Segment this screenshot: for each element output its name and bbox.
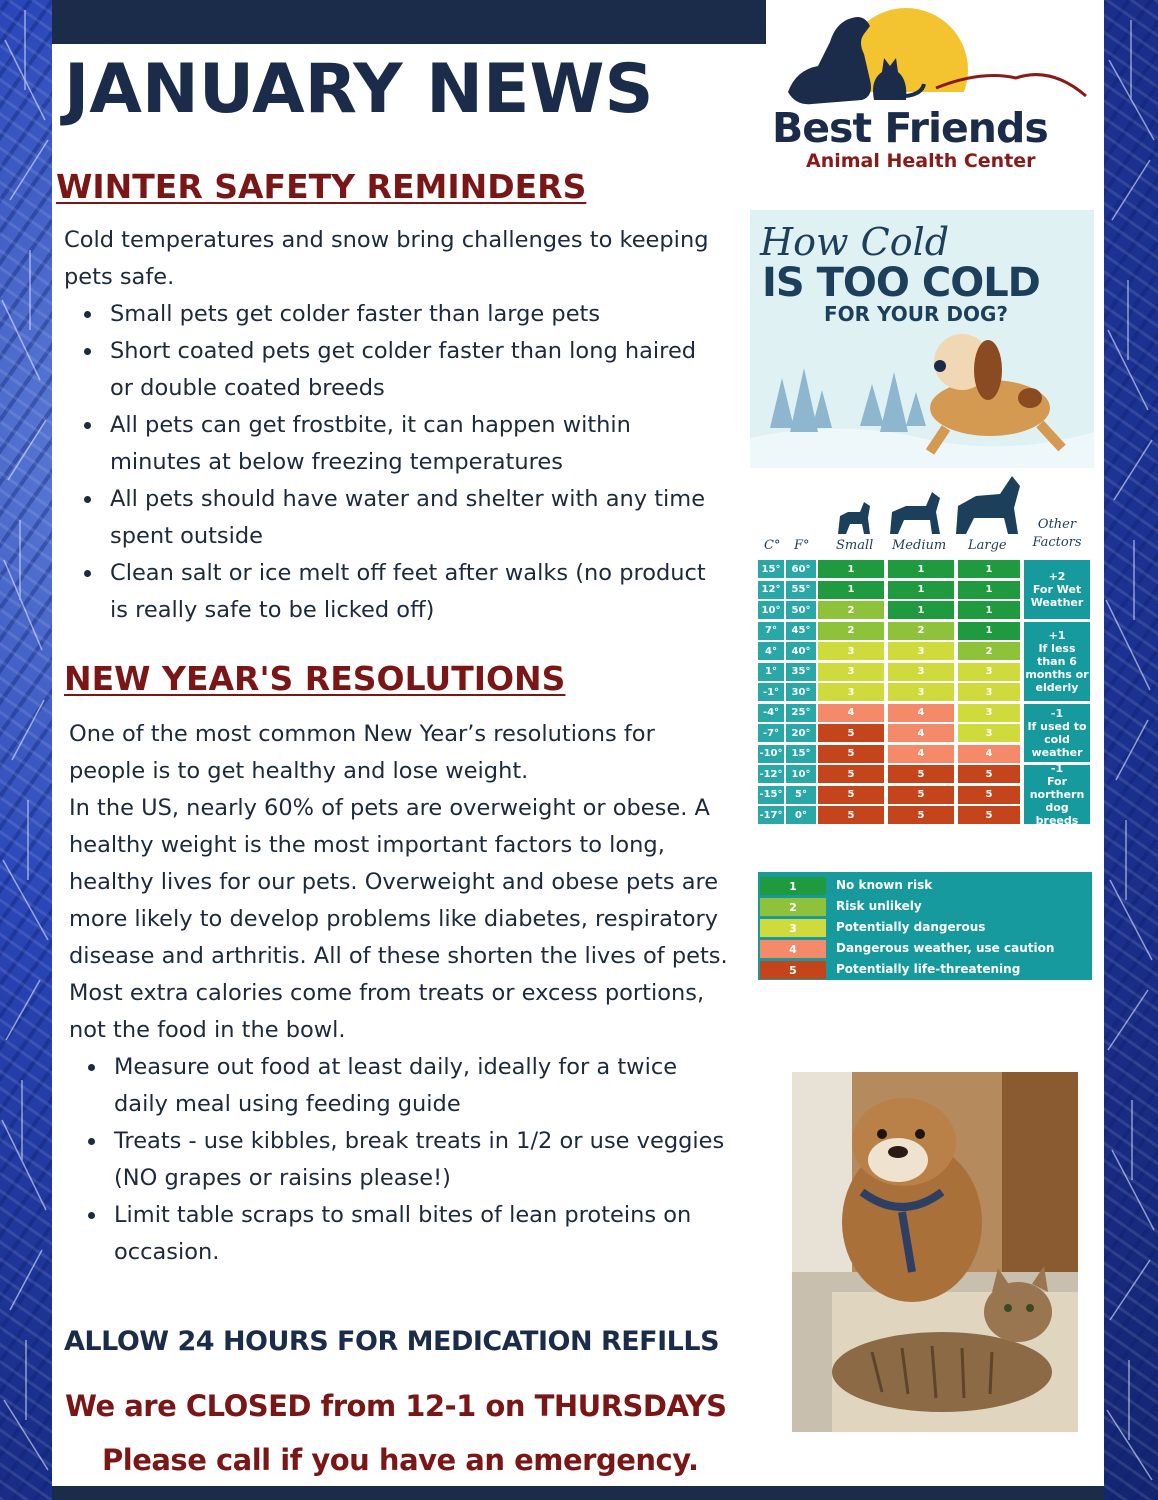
other-factor-value: +1 — [1048, 628, 1066, 642]
risk-cell-small: 2 — [818, 622, 884, 640]
infographic-header — [750, 210, 1094, 468]
temp-cell-c: -7° — [758, 724, 784, 742]
frost-border-left — [0, 0, 52, 1500]
other-factor-value: -1 — [1050, 706, 1064, 720]
resolutions-heading: NEW YEAR'S RESOLUTIONS — [64, 659, 566, 698]
risk-cell-medium: 5 — [888, 765, 954, 783]
risk-cell-medium: 1 — [888, 601, 954, 619]
risk-cell-large: 1 — [958, 601, 1020, 619]
header-large: Large — [968, 538, 1007, 553]
risk-cell-large: 2 — [958, 642, 1020, 660]
risk-cell-large: 5 — [958, 806, 1020, 824]
legend-row — [758, 960, 1092, 980]
risk-cell-small: 1 — [818, 581, 884, 599]
other-factor-value: -1 — [1050, 761, 1064, 775]
clinic-logo — [766, 0, 1104, 180]
legend-text: Risk unlikely — [836, 899, 922, 913]
risk-cell-medium: 1 — [888, 581, 954, 599]
risk-cell-medium: 2 — [888, 622, 954, 640]
temp-cell-c: -12° — [758, 765, 784, 783]
legend-row — [758, 918, 1092, 938]
other-factor-label: For Wet Weather — [1030, 582, 1084, 609]
risk-cell-medium: 5 — [888, 806, 954, 824]
risk-cell-small: 5 — [818, 745, 884, 763]
risk-cell-medium: 3 — [888, 683, 954, 701]
infographic-subtitle: FOR YOUR DOG? — [824, 302, 1009, 326]
temp-cell-c: 10° — [758, 601, 784, 619]
legend-number: 1 — [760, 877, 826, 895]
risk-cell-large: 4 — [958, 745, 1020, 763]
other-factor-box — [1024, 761, 1090, 827]
temp-cell-f: 60° — [786, 560, 816, 578]
risk-cell-large: 1 — [958, 622, 1020, 640]
temp-cell-c: 1° — [758, 663, 784, 681]
temp-cell-c: -17° — [758, 806, 784, 824]
resolutions-paragraph: Most extra calories come from treats or excess portions, not the food in the bowl. — [69, 980, 705, 1043]
risk-cell-large: 1 — [958, 560, 1020, 578]
other-factor-label: If less than 6 months or elderly — [1025, 641, 1089, 694]
risk-cell-small: 3 — [818, 642, 884, 660]
winter-safety-body — [64, 222, 714, 629]
risk-cell-medium: 3 — [888, 663, 954, 681]
list-item: Treats - use kibbles, break treats in 1/2 or use veggies (NO grapes or raisins please!) — [114, 1123, 737, 1197]
other-factor-box — [1024, 560, 1090, 619]
risk-cell-medium: 4 — [888, 724, 954, 742]
risk-cell-large: 3 — [958, 704, 1020, 722]
cold-chart-infographic — [750, 210, 1094, 982]
temp-cell-f: 45° — [786, 622, 816, 640]
risk-cell-medium: 5 — [888, 786, 954, 804]
risk-cell-medium: 4 — [888, 745, 954, 763]
temp-cell-c: -10° — [758, 745, 784, 763]
temp-cell-f: 35° — [786, 663, 816, 681]
list-item: All pets can get frostbite, it can happen within minutes at below freezing temperatures — [110, 407, 714, 481]
legend-number: 5 — [760, 961, 826, 979]
temp-cell-c: 15° — [758, 560, 784, 578]
risk-cell-large: 3 — [958, 663, 1020, 681]
other-factor-box — [1024, 704, 1090, 763]
legend-number: 4 — [760, 940, 826, 958]
resolutions-paragraph: In the US, nearly 60% of pets are overweight or obese. A healthy weight is the most important factors to long, healthy lives for our pets. Overweight and obese pets are more likely to develop problems like diabetes, respiratory disease and arthritis. All of these shorten the lives of pets. — [69, 795, 728, 969]
running-dog-illustration — [750, 328, 1094, 468]
header-small: Small — [836, 538, 874, 553]
temp-cell-f: 5° — [786, 786, 816, 804]
risk-cell-small: 1 — [818, 560, 884, 578]
risk-cell-small: 5 — [818, 806, 884, 824]
legend-text: Potentially life-threatening — [836, 962, 1021, 976]
temp-cell-f: 10° — [786, 765, 816, 783]
list-item: Measure out food at least daily, ideally for a twice daily meal using feeding guide — [114, 1049, 737, 1123]
infographic-script-title: How Cold — [760, 220, 950, 264]
closed-notice: We are CLOSED from 12-1 on THURSDAYS — [65, 1389, 727, 1423]
emergency-notice: Please call if you have an emergency. — [102, 1443, 699, 1477]
bottom-bar — [52, 1486, 1104, 1500]
risk-cell-small: 5 — [818, 786, 884, 804]
temp-cell-f: 40° — [786, 642, 816, 660]
infographic-title: IS TOO COLD — [762, 260, 1040, 306]
risk-cell-small: 3 — [818, 683, 884, 701]
other-factor-value: +2 — [1048, 569, 1066, 583]
temp-cell-f: 30° — [786, 683, 816, 701]
risk-cell-medium: 3 — [888, 642, 954, 660]
temp-cell-c: -4° — [758, 704, 784, 722]
logo-pets-icon — [766, 0, 1104, 120]
legend-number: 2 — [760, 898, 826, 916]
temp-cell-f: 0° — [786, 806, 816, 824]
legend-number: 3 — [760, 919, 826, 937]
header-fahrenheit: F° — [794, 538, 810, 553]
temp-cell-f: 50° — [786, 601, 816, 619]
risk-cell-large: 3 — [958, 724, 1020, 742]
newsletter-page — [52, 0, 1104, 1500]
risk-cell-large: 5 — [958, 765, 1020, 783]
logo-name: Best Friends — [772, 104, 1048, 152]
legend-row — [758, 897, 1092, 917]
list-item: Clean salt or ice melt off feet after walks (no product is really safe to be licked off) — [110, 555, 714, 629]
temp-cell-c: -15° — [758, 786, 784, 804]
temp-cell-c: 12° — [758, 581, 784, 599]
risk-cell-large: 5 — [958, 786, 1020, 804]
risk-cell-large: 3 — [958, 683, 1020, 701]
risk-cell-small: 5 — [818, 765, 884, 783]
temp-cell-f: 25° — [786, 704, 816, 722]
bulldog-and-cat-photo — [792, 1072, 1078, 1432]
risk-cell-large: 1 — [958, 581, 1020, 599]
list-item: Short coated pets get colder faster than long haired or double coated breeds — [110, 333, 714, 407]
risk-legend — [758, 872, 1092, 980]
logo-subtitle: Animal Health Center — [806, 150, 1036, 172]
winter-bullets — [64, 296, 714, 629]
list-item: Limit table scraps to small bites of lean proteins on occasion. — [114, 1197, 737, 1271]
list-item: Small pets get colder faster than large pets — [110, 296, 714, 333]
other-factor-label: If used to cold weather — [1027, 719, 1087, 759]
legend-text: No known risk — [836, 878, 933, 892]
other-factor-label: For northern dog breeds — [1029, 774, 1085, 827]
top-bar — [52, 0, 766, 44]
risk-cell-small: 3 — [818, 663, 884, 681]
risk-cell-small: 2 — [818, 601, 884, 619]
legend-row — [758, 876, 1092, 896]
header-other-factors: Other Factors — [1032, 517, 1082, 550]
risk-cell-small: 5 — [818, 724, 884, 742]
resolutions-bullets — [69, 1049, 737, 1271]
risk-cell-small: 4 — [818, 704, 884, 722]
risk-cell-medium: 1 — [888, 560, 954, 578]
header-medium: Medium — [892, 538, 947, 553]
frost-border-right — [1104, 0, 1158, 1500]
list-item: All pets should have water and shelter with any time spent outside — [110, 481, 714, 555]
legend-text: Potentially dangerous — [836, 920, 986, 934]
resolutions-body — [69, 716, 737, 1271]
refills-notice: ALLOW 24 HOURS FOR MEDICATION REFILLS — [64, 1326, 720, 1357]
temp-cell-c: -1° — [758, 683, 784, 701]
legend-text: Dangerous weather, use caution — [836, 941, 1055, 955]
temp-cell-f: 15° — [786, 745, 816, 763]
other-factor-box — [1024, 622, 1090, 701]
risk-cell-medium: 4 — [888, 704, 954, 722]
resolutions-paragraph: One of the most common New Year’s resolutions for people is to get healthy and lose weight. — [69, 721, 655, 784]
page-title: JANUARY NEWS — [64, 50, 654, 129]
temp-cell-c: 4° — [758, 642, 784, 660]
winter-safety-heading: WINTER SAFETY REMINDERS — [56, 167, 587, 206]
header-celsius: C° — [764, 538, 781, 553]
temp-cell-f: 55° — [786, 581, 816, 599]
temp-cell-f: 20° — [786, 724, 816, 742]
temp-cell-c: 7° — [758, 622, 784, 640]
winter-intro: Cold temperatures and snow bring challenges to keeping pets safe. — [64, 227, 709, 290]
legend-row — [758, 939, 1092, 959]
